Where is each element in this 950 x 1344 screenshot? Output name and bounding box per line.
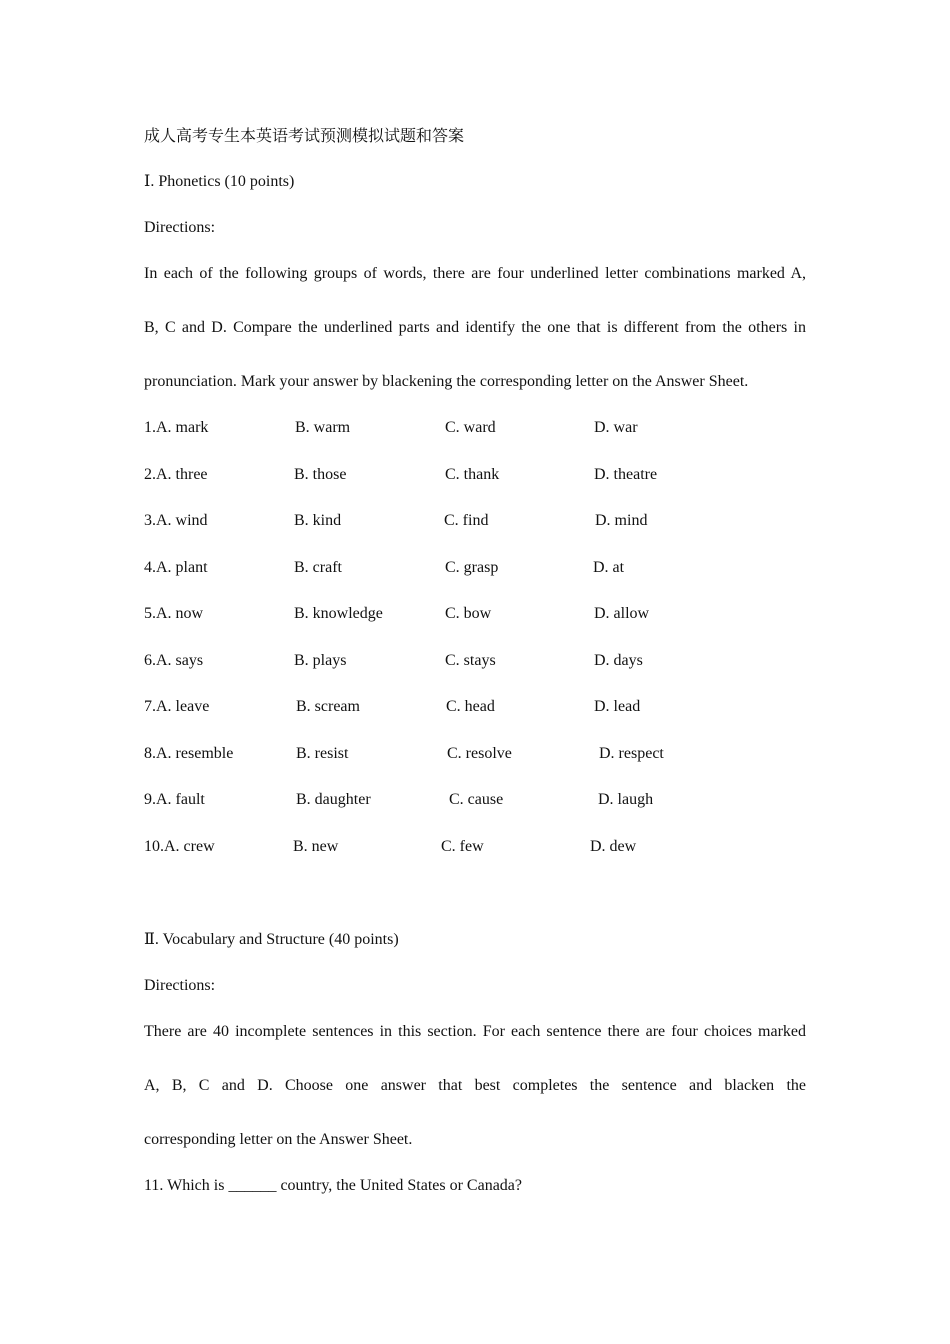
option-a: 3.A. wind [144,512,208,529]
directions-line: B, C and D. Compare the underlined parts and identify the one that is different from the others in [144,319,806,336]
option-d: D. theatre [594,466,658,483]
option-b: B. plays [294,652,347,669]
option-d: D. at [593,559,625,576]
option-b: B. knowledge [294,605,383,622]
section-1-heading: Ⅰ. Phonetics (10 points) [144,173,295,190]
option-c: C. head [446,698,495,715]
document-page [144,0,806,1344]
section-2-directions-text [144,1022,806,1150]
option-c: C. thank [445,466,500,483]
option-a: 7.A. leave [144,698,210,715]
option-c: C. find [444,512,489,529]
option-c: C. resolve [447,745,512,762]
option-d: D. mind [595,512,648,529]
directions-line: In each of the following groups of words, there are four underlined letter combinations marked A, [144,265,806,282]
option-d: D. days [594,652,643,669]
option-a: 2.A. three [144,466,208,483]
option-a: 6.A. says [144,652,204,669]
option-d: D. dew [590,838,637,855]
option-c: C. ward [445,419,496,436]
directions-line: There are 40 incomplete sentences in this section. For each sentence there are four choices marked [144,1023,806,1040]
option-c: C. bow [445,605,492,622]
option-b: B. scream [296,698,360,715]
option-d: D. lead [594,698,641,715]
option-a: 5.A. now [144,605,204,622]
option-c: C. few [441,838,484,855]
option-b: B. those [294,466,347,483]
option-b: B. craft [294,559,342,576]
directions-line: pronunciation. Mark your answer by blackening the corresponding letter on the Answer Sheet. [144,373,749,390]
option-a: 4.A. plant [144,559,208,576]
section-2-directions-label: Directions: [144,977,216,994]
option-b: B. warm [295,419,351,436]
question-11: 11. Which is ______ country, the United States or Canada? [144,1177,522,1194]
option-a: 9.A. fault [144,791,205,808]
option-b: B. resist [296,745,349,762]
option-d: D. respect [599,745,664,762]
option-b: B. kind [294,512,342,529]
directions-line: A, B, C and D. Choose one answer that best completes the sentence and blacken the [144,1077,806,1094]
option-a: 1.A. mark [144,419,209,436]
option-d: D. laugh [598,791,654,808]
section-2-heading: Ⅱ. Vocabulary and Structure (40 points) [144,931,399,948]
option-a: 8.A. resemble [144,745,234,762]
option-c: C. grasp [445,559,499,576]
document-title: 成人高考专生本英语考试预测模拟试题和答案 [144,128,465,145]
option-a: 10.A. crew [144,838,215,855]
option-d: D. war [594,419,638,436]
section-1-directions-label: Directions: [144,219,216,236]
option-c: C. stays [445,652,496,669]
option-b: B. new [293,838,339,855]
option-c: C. cause [449,791,504,808]
section-1-directions-text [144,264,806,392]
option-b: B. daughter [296,791,371,808]
option-d: D. allow [594,605,650,622]
directions-line: corresponding letter on the Answer Sheet. [144,1131,413,1148]
